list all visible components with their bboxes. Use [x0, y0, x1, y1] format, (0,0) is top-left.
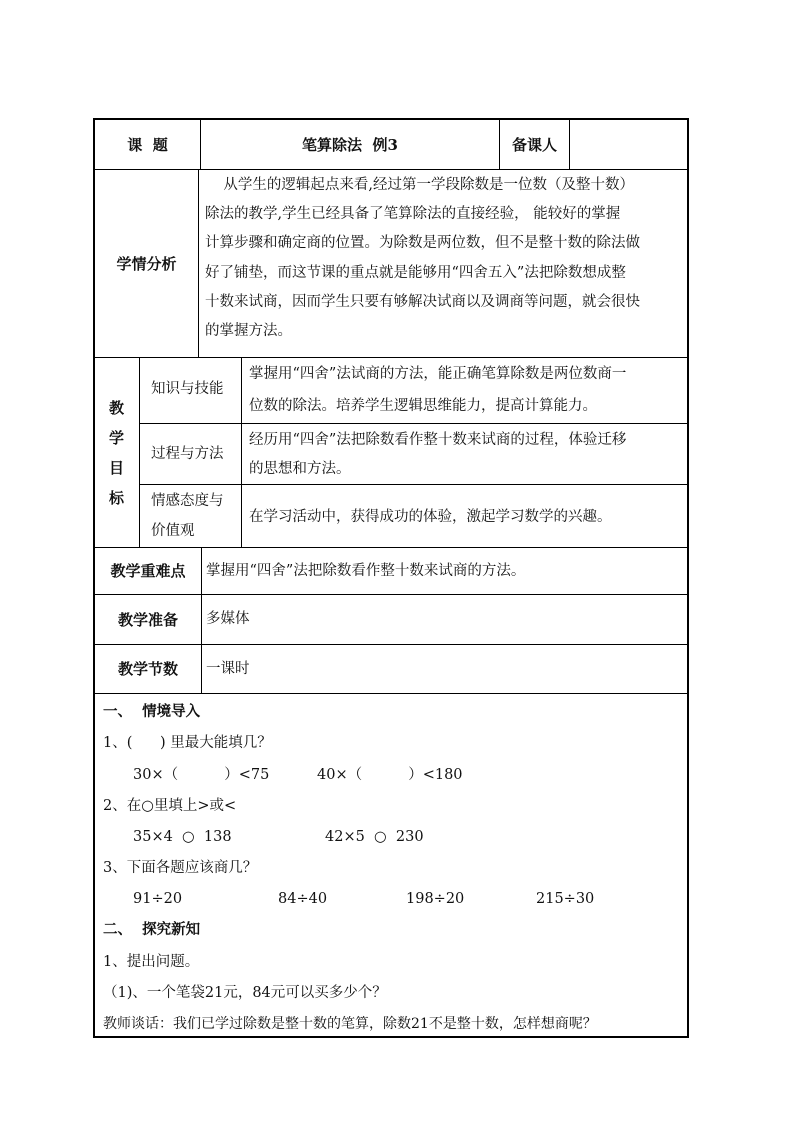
- q1-item: 30×（ ）<75: [133, 767, 270, 783]
- row-divider: [139, 423, 687, 424]
- objective-content-line: 的思想和方法。: [249, 461, 351, 477]
- q3-item: 198÷20: [406, 891, 465, 907]
- analysis-line: 计算步骤和确定商的位置。为除数是两位数，但不是整十数的除法做: [205, 235, 640, 251]
- key-points-value: 掌握用“四舍”法把除数看作整十数来试商的方法。: [206, 563, 526, 579]
- row-divider: [95, 357, 687, 358]
- section2-title: 二、 探究新知: [103, 921, 201, 938]
- section2-question: （1)、一个笔袋21元，84元可以买多少个？: [103, 985, 387, 1001]
- objective-label-emotion: 情感态度与: [151, 493, 224, 509]
- objective-content-line: 经历用“四舍”法把除数看作整十数来试商的过程，体验迁移: [249, 432, 627, 448]
- hours-value: 一课时: [206, 661, 250, 677]
- row-divider: [139, 484, 687, 485]
- objectives-label-char: 目: [109, 459, 125, 477]
- question-2: 2、在○里填上>或<: [103, 798, 237, 814]
- col-divider: [241, 357, 242, 547]
- objective-label-emotion: 价值观: [151, 523, 195, 539]
- analysis-line: 好了铺垫，而这节课的重点就是能够用“四舍五入”法把除数想成整: [205, 265, 626, 281]
- preparer-value: [570, 120, 687, 169]
- q2-item: 42×5 ○ 230: [325, 829, 424, 845]
- key-points-label: 教学重难点: [110, 562, 186, 580]
- section1-title: 一、 情境导入: [103, 703, 201, 720]
- lesson-plan-table: [93, 118, 689, 1038]
- q3-item: 215÷30: [536, 891, 595, 907]
- objective-content-line: 位数的除法。培养学生逻辑思维能力，提高计算能力。: [249, 398, 597, 414]
- objective-content-line: 在学习活动中，获得成功的体验，激起学习数学的兴趣。: [249, 509, 612, 525]
- col-divider: [198, 169, 199, 357]
- teacher-talk: 教师谈话：我们已学过除数是整十数的笔算，除数21不是整十数，怎样想商呢？: [103, 1016, 597, 1032]
- question-1: 1、( ) 里最大能填几？: [103, 735, 272, 751]
- topic-label: 课 题: [127, 136, 168, 154]
- analysis-label: 学情分析: [116, 254, 177, 273]
- preparation-value: 多媒体: [206, 611, 250, 627]
- question-3: 3、下面各题应该商几？: [103, 860, 258, 876]
- objectives-label-char: 学: [109, 429, 125, 447]
- q3-item: 84÷40: [278, 891, 328, 907]
- topic-value: 笔算除法 例3: [302, 136, 398, 154]
- objective-label-process: 过程与方法: [151, 446, 224, 462]
- row-divider: [95, 693, 687, 694]
- q3-item: 91÷20: [133, 891, 183, 907]
- analysis-line: 的掌握方法。: [205, 323, 292, 339]
- analysis-line: 除法的教学,学生已经具备了笔算除法的直接经验， 能较好的掌握: [205, 206, 621, 222]
- objectives-label-char: 教: [109, 399, 125, 417]
- col-divider: [139, 357, 140, 547]
- objective-label-knowledge: 知识与技能: [151, 381, 224, 397]
- preparation-label: 教学准备: [117, 610, 178, 629]
- objective-content-line: 掌握用“四舍”法试商的方法，能正确笔算除数是两位数商一: [249, 366, 627, 382]
- q2-item: 35×4 ○ 138: [133, 829, 232, 845]
- objectives-label-char: 标: [109, 489, 125, 507]
- col-divider: [201, 547, 202, 693]
- section2-step1: 1、提出问题。: [103, 954, 200, 970]
- q1-item: 40×（ ）<180: [317, 767, 463, 783]
- analysis-line: 从学生的逻辑起点来看,经过第一学段除数是一位数（及整十数）: [205, 177, 635, 193]
- analysis-line: 十数来试商，因而学生只要有够解决试商以及调商等问题，就会很快: [205, 294, 640, 310]
- hours-label: 教学节数: [117, 660, 178, 678]
- preparer-label: 备课人: [511, 136, 557, 154]
